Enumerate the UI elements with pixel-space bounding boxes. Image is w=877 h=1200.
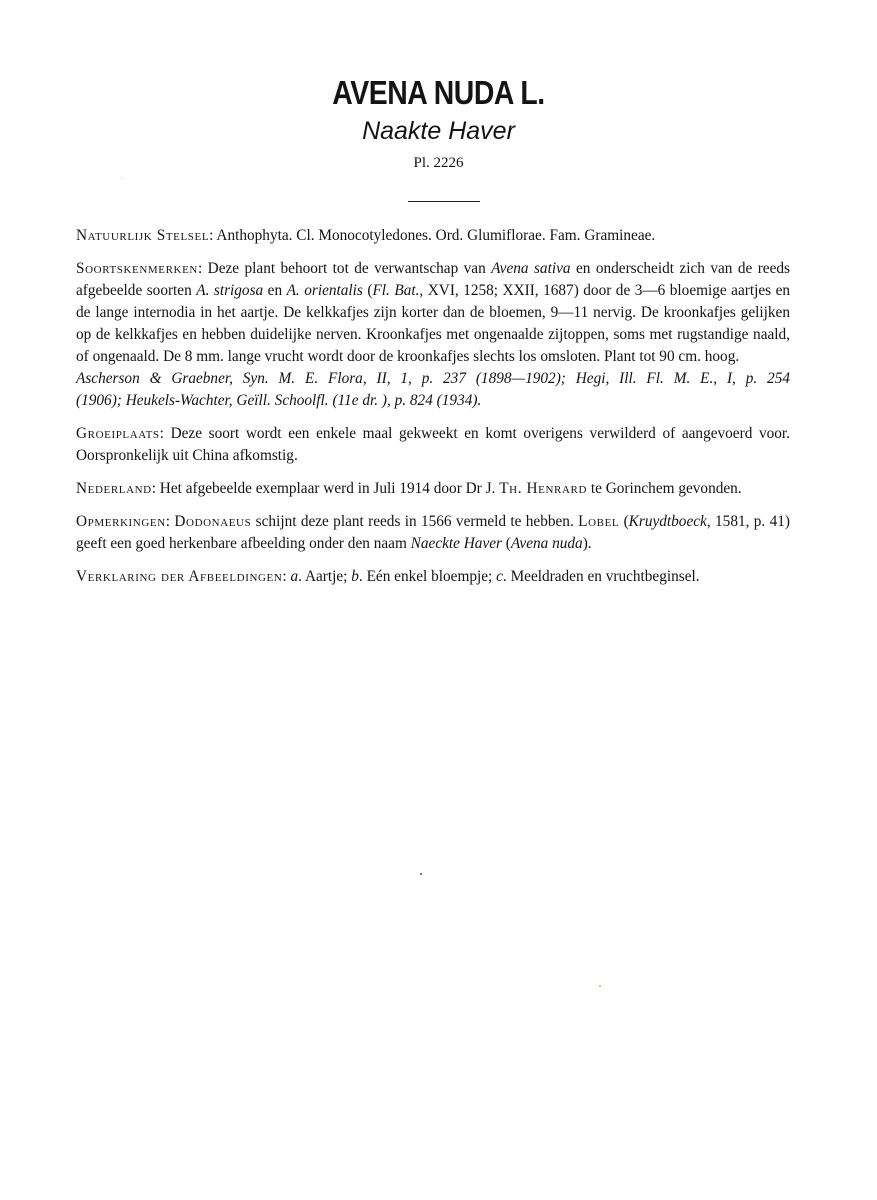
person-name: Lobel xyxy=(578,513,620,530)
literature-references xyxy=(76,368,790,412)
person-name: Dodonaeus xyxy=(174,513,252,530)
section-stelsel: Natuurlijk Stelsel: Anthophyta. Cl. Monocotyledones. Ord. Glumiflorae. Fam. Gramineae. xyxy=(76,227,656,244)
description-body xyxy=(76,225,790,599)
figure-letter: a xyxy=(290,568,299,585)
section-groeiplaats: Groeiplaats: Deze soort wordt een enkele maal gekweekt en komt overigens verwilderd of aangevoerd voor. Oorspronkelijk uit China afkomstig. xyxy=(76,425,791,464)
species-name: Naeckte Haver xyxy=(410,535,502,552)
section-heading: Verklaring der Afbeeldingen xyxy=(76,568,283,585)
literature-line: (1906); Heukels-Wachter, Geïll. Schoolfl. (11e dr. ), p. 824 (1934). xyxy=(76,392,482,409)
figure-letter: b xyxy=(351,568,359,585)
species-name: A. strigosa xyxy=(196,282,264,299)
section-heading: Opmerkingen xyxy=(76,513,166,530)
paper-speck xyxy=(121,178,122,179)
section-heading: Natuurlijk Stelsel xyxy=(76,227,210,244)
book-title: Kruydtboeck xyxy=(628,513,707,530)
section-text: Anthophyta. Cl. Monocotyledones. Ord. Glumiflorae. Fam. Gramineae. xyxy=(216,227,656,244)
journal-name: Fl. Bat. xyxy=(372,282,420,299)
species-title: AVENA NUDA L. xyxy=(332,74,545,111)
section-heading: Nederland xyxy=(76,480,152,497)
paper-speck xyxy=(599,985,601,987)
figure-letter: c xyxy=(496,568,503,585)
species-name: Avena nuda xyxy=(510,535,583,552)
literature-line: Ascherson & Graebner, Syn. M. E. Flora, II, 1, p. 237 (1898—1902); Hegi, Ill. Fl. M. E., I, p. 254 xyxy=(76,370,790,387)
section-soortskenmerken: Soortskenmerken: Deze plant behoort tot de verwantschap van Avena sativa en onderscheidt zich van de reeds afgebeelde soorten A. strigosa en A. orientalis (Fl. Bat., XVI, 1258; XXII, 1687) door de 3—6 bloemige aartjes en de lange internodia in het aartje. De kelkkafjes zijn korter dan de bloemen, 9—11 nervig. De kroonkafjes gelijken op de kelkkafjes en hebben duidelijke nerven. Kroonkafjes met ongenaalde zijtoppen, soms met rugstandige naald, of ongenaald. De 8 mm. lange vrucht wordt door de kroonkafjes slechts los omsloten. Plant tot 90 cm. hoog. xyxy=(76,260,791,365)
species-name: A. orientalis xyxy=(286,282,363,299)
section-nederland: Nederland: Het afgebeelde exemplaar werd in Juli 1914 door Dr J. Th. Henrard te Gorinchem gevonden. xyxy=(76,480,742,497)
section-opmerkingen: Opmerkingen: Dodonaeus schijnt deze plant reeds in 1566 vermeld te hebben. Lobel (Kruydtboeck, 1581, p. 41) geeft een goed herkenbare afbeelding onder den naam Naeckte Haver (Avena nuda). xyxy=(76,513,790,552)
person-name: Th. Henrard xyxy=(499,480,588,497)
divider-rule xyxy=(408,201,480,202)
section-heading: Soortskenmerken xyxy=(76,260,198,277)
section-text: Deze soort wordt een enkele maal gekweekt en komt overigens verwilderd of aangevoerd voor. Oorspronkelijk uit China afkomstig. xyxy=(76,425,791,464)
section-heading: Groeiplaats xyxy=(76,425,160,442)
plate-number: Pl. 2226 xyxy=(413,155,464,171)
species-name: Avena sativa xyxy=(491,260,571,277)
section-verklaring: Verklaring der Afbeeldingen: a. Aartje; b. Eén enkel bloempje; c. Meeldraden en vruchtbeginsel. xyxy=(76,568,700,585)
common-name: Naakte Haver xyxy=(362,117,515,145)
paper-speck xyxy=(420,873,422,875)
